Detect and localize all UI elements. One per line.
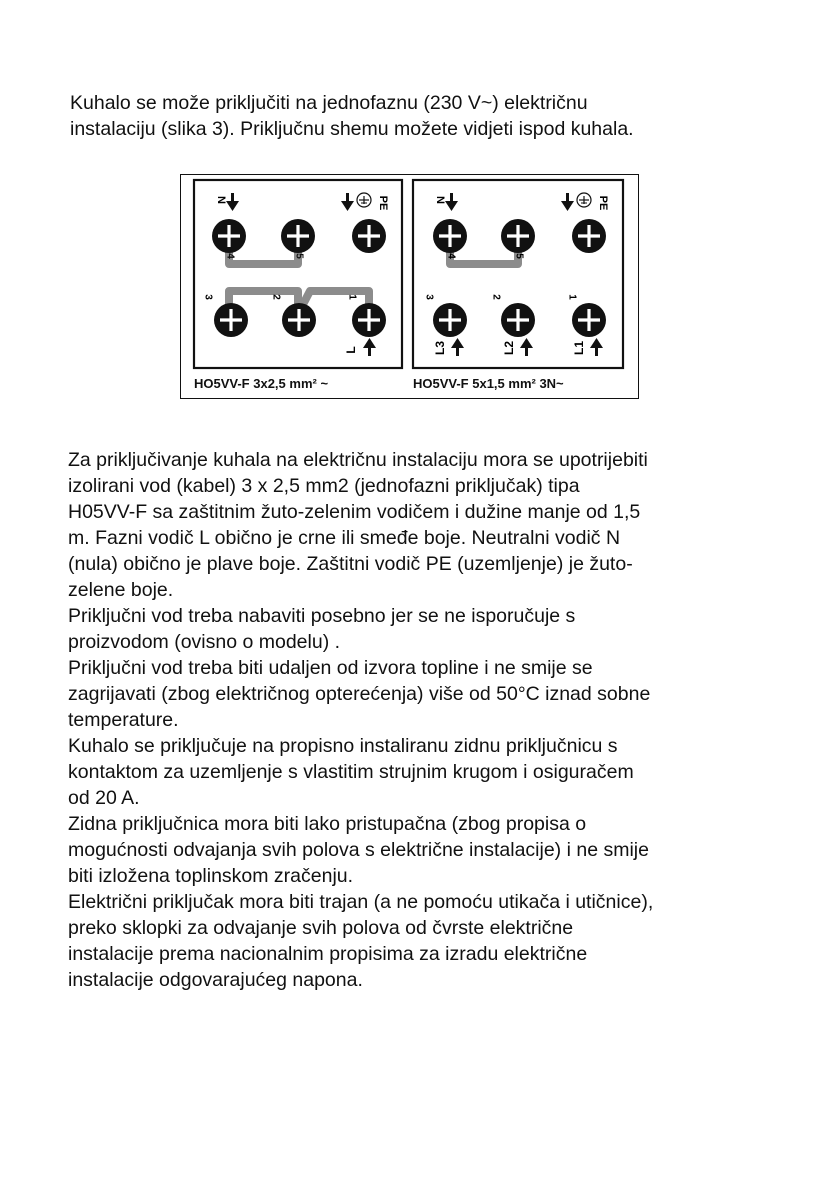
left-cable-caption: HO5VV-F 3x2,5 mm² ~: [194, 376, 329, 391]
text-line: m. Fazni vodič L obično je crne ili smeđe boje. Neutralni vodič N: [68, 527, 621, 549]
terminal-screw-5: [281, 219, 315, 253]
text-line: zagrijavati (zbog električnog opterećenja) više od 50°C iznad sobne: [68, 683, 651, 705]
text-line: kontaktom za uzemljenje s vlastitim strujnim krugom i osiguračem: [68, 761, 634, 783]
terminal-number-3: 3: [202, 294, 214, 300]
text-line: H05VV-F sa zaštitnim žuto-zelenim vodičem i dužine manje od 1,5: [68, 501, 641, 523]
terminal-number-4: 4: [224, 253, 236, 259]
label-l2: L2: [502, 340, 517, 356]
right-cable-caption: HO5VV-F 5x1,5 mm² 3N~: [413, 376, 564, 391]
text-line: Za priključivanje kuhala na električnu instalaciju mora se upotrijebiti: [68, 449, 648, 471]
intro-line: instalaciju (slika 3). Priključnu shemu možete vidjeti ispod kuhala.: [70, 118, 634, 140]
text-line: proizvodom (ovisno o modelu) .: [68, 631, 341, 653]
text-line: Električni priključak mora biti trajan (a ne pomoću utikača i utičnice),: [68, 891, 654, 913]
terminal-screw-1: [352, 303, 386, 337]
figure-frame: [181, 175, 639, 399]
terminal-number-5: 5: [293, 253, 305, 259]
label-n: N: [215, 196, 228, 204]
terminal-screw-1: [572, 303, 606, 337]
terminal-screw-pe: [352, 219, 386, 253]
terminal-number-1: 1: [346, 294, 358, 300]
label-l1: L1: [572, 340, 587, 356]
paragraph: [68, 655, 808, 733]
terminal-number-4: 4: [445, 253, 457, 259]
terminal-number-1: 1: [566, 294, 578, 300]
text-line: instalacije prema nacionalnim propisima za izradu električne: [68, 943, 588, 965]
intro-text: [70, 90, 800, 142]
wiring-diagram-figure: [180, 174, 639, 399]
label-l3: L3: [433, 340, 448, 356]
text-line: Kuhalo se priključuje na propisno instaliranu zidnu priključnicu s: [68, 735, 618, 757]
paragraph: [68, 889, 808, 993]
terminal-screw-3: [433, 303, 467, 337]
label-l: L: [344, 346, 359, 354]
paragraph: [68, 733, 808, 811]
text-line: biti izložena toplinskom zračenju.: [68, 865, 354, 887]
terminal-screw-2: [282, 303, 316, 337]
text-line: mogućnosti odvajanja svih polova s električne instalacije) i ne smije: [68, 839, 649, 861]
paragraph: [68, 603, 808, 655]
label-n: N: [434, 196, 447, 204]
intro-line: Kuhalo se može priključiti na jednofaznu (230 V~) električnu: [70, 92, 588, 114]
text-line: instalacije odgovarajućeg napona.: [68, 969, 363, 991]
text-line: Priključni vod treba biti udaljen od izvora topline i ne smije se: [68, 657, 593, 679]
text-line: temperature.: [68, 709, 179, 731]
text-line: od 20 A.: [68, 787, 140, 809]
terminal-number-2: 2: [490, 294, 502, 300]
label-pe: PE: [597, 195, 610, 211]
terminal-screw-2: [501, 303, 535, 337]
label-pe: PE: [377, 195, 390, 211]
text-line: Zidna priključnica mora biti lako pristupačna (zbog propisa o: [68, 813, 587, 835]
terminal-number-5: 5: [513, 253, 525, 259]
text-line: zelene boje.: [68, 579, 174, 601]
instructions-text: [68, 447, 808, 993]
terminal-number-2: 2: [270, 294, 282, 300]
paragraph: [68, 447, 808, 603]
terminal-screw-3: [214, 303, 248, 337]
text-line: Priključni vod treba nabaviti posebno jer se ne isporučuje s: [68, 605, 576, 627]
terminal-number-3: 3: [423, 294, 435, 300]
text-line: (nula) obično je plave boje. Zaštitni vodič PE (uzemljenje) je žuto-: [68, 553, 633, 575]
wiring-diagram: [180, 174, 639, 399]
text-line: izolirani vod (kabel) 3 x 2,5 mm2 (jednofazni priključak) tipa: [68, 475, 580, 497]
paragraph: [68, 811, 808, 889]
terminal-screw-n: [212, 219, 246, 253]
text-line: preko sklopki za odvajanje svih polova od čvrste električne: [68, 917, 574, 939]
terminal-screw-n: [433, 219, 467, 253]
terminal-screw-5: [501, 219, 535, 253]
terminal-screw-pe: [572, 219, 606, 253]
